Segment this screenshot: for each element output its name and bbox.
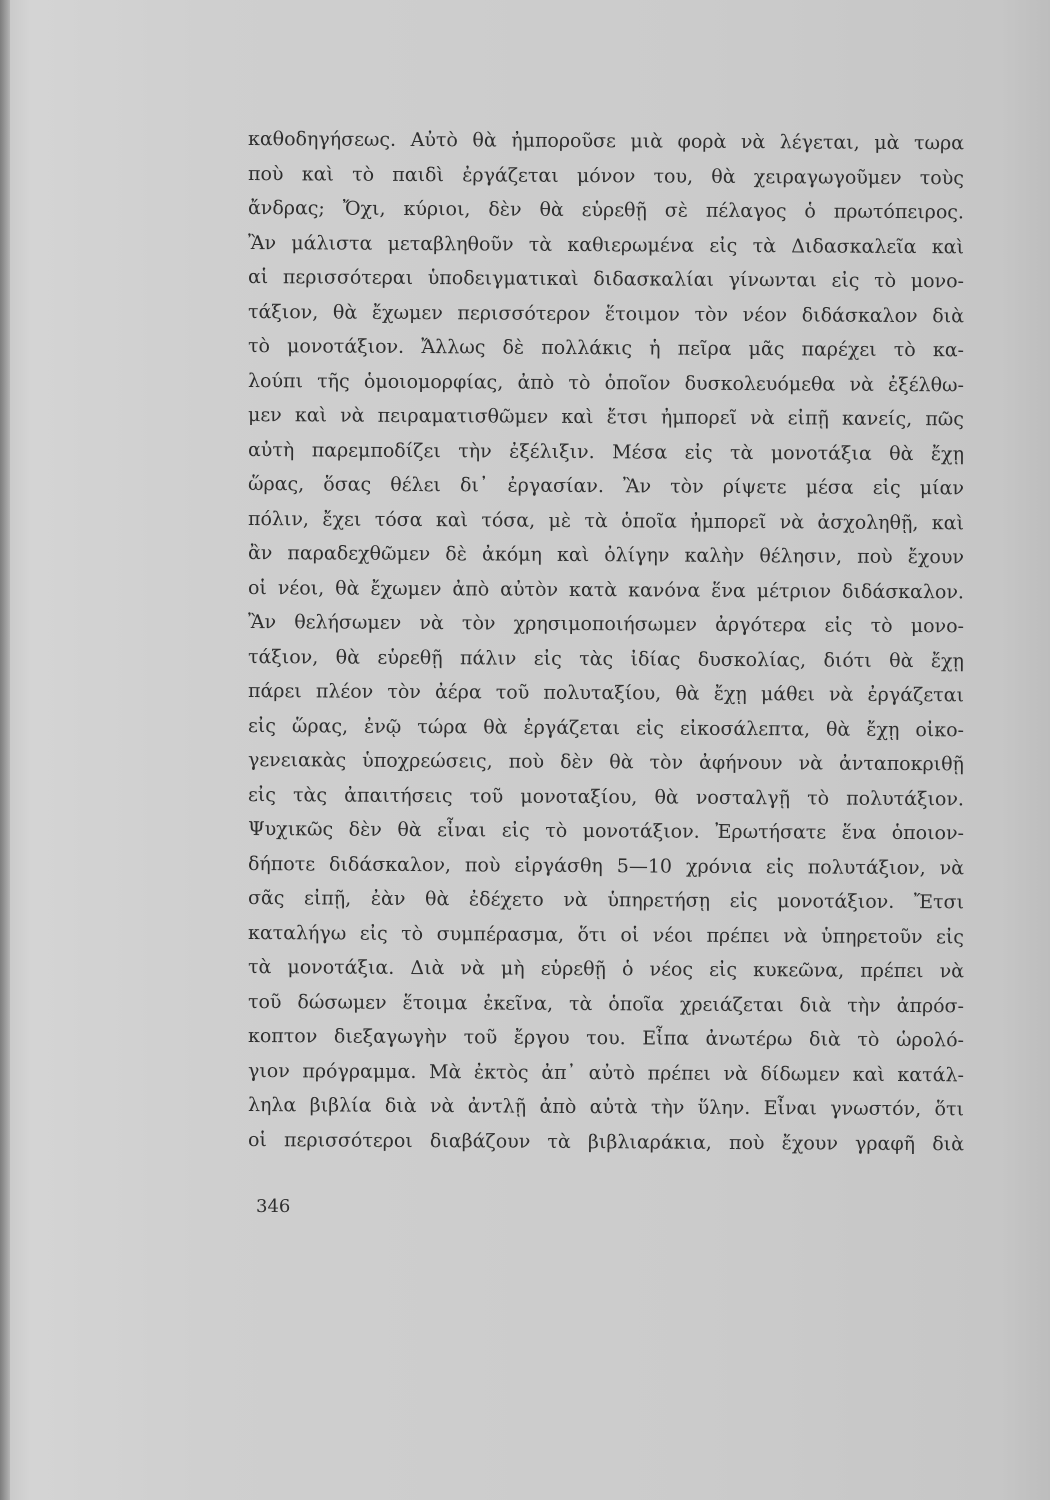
text-line: γιον πρόγραμμα. Μὰ ἐκτὸς ἀπ᾽ αὐτὸ πρέπει νὰ δίδωμεν καὶ κατάλ- (247, 1059, 965, 1086)
text-line: ἂν παραδεχθῶμεν δὲ ἀκόμη καὶ ὀλίγην καλὴν θέλησιν, ποὺ ἔχουν (247, 542, 965, 569)
text-line: τὸ μονοτάξιον. Ἄλλως δὲ πολλάκις ἡ πεῖρα μᾶς παρέχει τὸ κα- (247, 335, 965, 362)
text-line: γενειακὰς ὑποχρεώσεις, ποὺ δὲν θὰ τὸν ἀφήνουν νὰ ἀνταποκριθῇ (247, 749, 965, 776)
text-line: Ἂν θελήσωμεν νὰ τὸν χρησιμοποιήσωμεν ἀργότερα εἰς τὸ μονο- (247, 611, 965, 638)
text-line: τὰ μονοτάξια. Διὰ νὰ μὴ εὑρεθῇ ὁ νέος εἰς κυκεῶνα, πρέπει νὰ (247, 956, 965, 983)
text-line: ποὺ καὶ τὸ παιδὶ ἐργάζεται μόνον του, θὰ χειραγωγοῦμεν τοὺς (247, 162, 965, 189)
text-line: καταλήγω εἰς τὸ συμπέρασμα, ὅτι οἱ νέοι πρέπει νὰ ὑπηρετοῦν εἰς (247, 921, 965, 948)
text-line: σᾶς εἰπῇ, ἐὰν θὰ ἐδέχετο νὰ ὑπηρετήσῃ εἰς μονοτάξιον. Ἔτσι (247, 887, 965, 914)
text-line: εἰς τὰς ἀπαιτήσεις τοῦ μονοταξίου, θὰ νοσταλγῇ τὸ πολυτάξιον. (247, 783, 965, 810)
text-line: μεν καὶ νὰ πειραματισθῶμεν καὶ ἔτσι ἠμπορεῖ νὰ εἰπῇ κανείς, πῶς (247, 404, 965, 431)
text-line: ἄνδρας; Ὄχι, κύριοι, δὲν θὰ εὑρεθῇ σὲ πέλαγος ὁ πρωτόπειρος. (247, 197, 965, 224)
text-line: πόλιν, ἔχει τόσα καὶ τόσα, μὲ τὰ ὁποῖα ἠμπορεῖ νὰ ἀσχοληθῇ, καὶ (247, 507, 965, 534)
text-line: αὐτὴ παρεμποδίζει τὴν ἐξέλιξιν. Μέσα εἰς τὰ μονοτάξια θὰ ἔχῃ (247, 438, 965, 465)
text-line: αἱ περισσότεραι ὑποδειγματικαὶ διδασκαλίαι γίνωνται εἰς τὸ μονο- (247, 266, 965, 293)
text-line: λούπι τῆς ὁμοιομορφίας, ἀπὸ τὸ ὁποῖον δυσκολευόμεθα νὰ ἐξέλθω- (247, 369, 965, 396)
text-line: Ἂν μάλιστα μεταβληθοῦν τὰ καθιερωμένα εἰς τὰ Διδασκαλεῖα καὶ (247, 231, 965, 258)
text-line: τοῦ δώσωμεν ἕτοιμα ἐκεῖνα, τὰ ὁποῖα χρειάζεται διὰ τὴν ἀπρόσ- (247, 990, 965, 1017)
text-line: Ψυχικῶς δὲν θὰ εἶναι εἰς τὸ μονοτάξιον. Ἐρωτήσατε ἕνα ὁποιον- (247, 818, 965, 845)
text-line: δήποτε διδάσκαλον, ποὺ εἰργάσθη 5—10 χρόνια εἰς πολυτάξιον, νὰ (247, 852, 965, 879)
text-line: οἱ νέοι, θὰ ἔχωμεν ἀπὸ αὐτὸν κατὰ κανόνα ἕνα μέτριον διδάσκαλον. (247, 576, 965, 603)
text-line: ληλα βιβλία διὰ νὰ ἀντλῇ ἀπὸ αὐτὰ τὴν ὕλην. Εἶναι γνωστόν, ὅτι (247, 1094, 965, 1121)
page-number: 346 (256, 1196, 291, 1217)
binding-shadow (0, 0, 10, 1500)
text-line: τάξιον, θὰ ἔχωμεν περισσότερον ἕτοιμον τὸν νέον διδάσκαλον διὰ (247, 300, 965, 327)
text-line: καθοδηγήσεως. Αὐτὸ θὰ ἠμποροῦσε μιὰ φορὰ νὰ λέγεται, μὰ τωρα (247, 128, 965, 155)
body-text (248, 122, 964, 1157)
text-line: εἰς ὥρας, ἐνῷ τώρα θὰ ἐργάζεται εἰς εἰκοσάλεπτα, θὰ ἔχῃ οἰκο- (247, 714, 965, 741)
text-line: τάξιον, θὰ εὑρεθῇ πάλιν εἰς τὰς ἰδίας δυσκολίας, διότι θὰ ἔχῃ (247, 645, 965, 672)
text-line: οἱ περισσότεροι διαβάζουν τὰ βιβλιαράκια, ποὺ ἔχουν γραφῆ διὰ (247, 1128, 965, 1155)
text-line: πάρει πλέον τὸν ἀέρα τοῦ πολυταξίου, θὰ ἔχῃ μάθει νὰ ἐργάζεται (247, 680, 965, 707)
text-line: κοπτον διεξαγωγὴν τοῦ ἔργου του. Εἶπα ἀνωτέρω διὰ τὸ ὡρολό- (247, 1025, 965, 1052)
text-line: ὥρας, ὅσας θέλει δι᾽ ἐργασίαν. Ἂν τὸν ρίψετε μέσα εἰς μίαν (247, 473, 965, 500)
